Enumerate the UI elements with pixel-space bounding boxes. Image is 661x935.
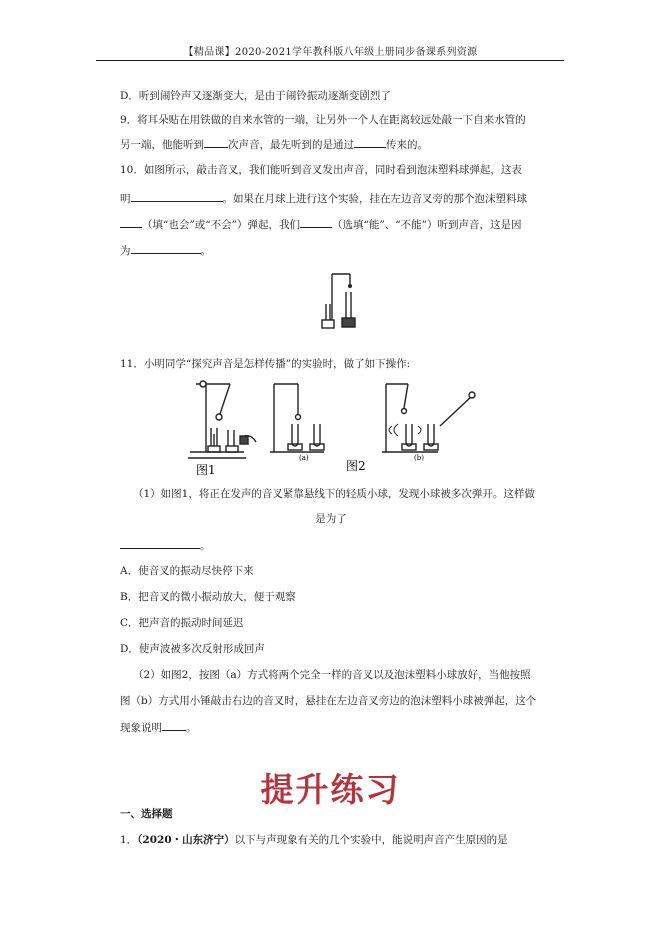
q9-text-b: 次声音，最先听到的是通过 <box>228 139 354 151</box>
q11-part2-end: 。 <box>186 722 197 734</box>
q9-text-c: 传来的。 <box>386 139 428 151</box>
q9-line1: 9．将耳朵贴在用铁做的自来水管的一端，让另外一个人在距离较远处敲一下自来水管的 <box>120 114 526 126</box>
q11-part2-line2: 图（b）方式用小锤敲击右边的音叉时，悬挂在左边音叉旁边的泡沫塑料小球被弹起，这个 <box>120 695 537 707</box>
q11-part2-line3 <box>120 719 565 736</box>
q11-stem: 11．小明同学“探究声音是怎样传播”的实验时，做了如下操作: <box>120 358 411 370</box>
section-subtitle: 一、选择题 <box>120 808 173 820</box>
q11-option-c: C．把声音的振动时间延迟 <box>120 617 244 629</box>
q11-part1-line1: （1）如图1，将正在发声的音叉紧靠悬线下的轻质小球，发现小球被多次弹开。这样做 <box>133 488 535 500</box>
q10-blank-1 <box>131 190 223 202</box>
fig1-label: 图1 <box>196 463 216 477</box>
q10-line4 <box>120 242 565 259</box>
fig2b-label: (b) <box>414 454 424 462</box>
option-d-previous: D．听到闹铃声又逐渐变大，是由于闹铃振动逐渐变剧烈了 <box>120 90 391 102</box>
q10-line1: 10．如图所示，敲击音叉，我们能听到音叉发出声音，同时看到泡沫塑料球弹起，这表 <box>120 164 522 176</box>
stand <box>332 274 350 322</box>
q11-part2-line1: （2）如图2，按图（a）方式将两个完全一样的音叉以及泡沫塑料小球放好，当他按照 <box>133 669 531 681</box>
q11-part1-blank <box>120 537 200 549</box>
q10-text-b: 。如果在月球上进行这个实验，挂在左边音叉旁的那个泡沫塑料球 <box>222 193 527 205</box>
fig2a-label: (a) <box>299 454 309 462</box>
tuning-fork-right <box>342 292 355 327</box>
q10-text-c: （填“也会”或“不会”）弹起，我们 <box>142 219 300 231</box>
q11-part1-line3 <box>120 537 565 554</box>
q9-text-a: 另一端，他能听到 <box>120 139 204 151</box>
q10-text-d: （选填“能”、“不能”）听到声音，这是因 <box>331 219 522 231</box>
q10-blank-4 <box>131 242 201 254</box>
header-rule <box>96 60 564 61</box>
figure-1 <box>188 381 256 458</box>
q11-part1-end: 。 <box>200 540 211 552</box>
q11-part2-blank <box>162 719 186 731</box>
q11-option-b: B．把音叉的微小振动放大，便于观察 <box>120 591 296 603</box>
q11-option-a: A．使音叉的振动尽快停下来 <box>120 565 254 577</box>
q10-line3 <box>120 216 565 233</box>
q10-text-a: 明 <box>120 193 131 205</box>
q10-line2 <box>120 190 565 207</box>
q10-figure <box>318 270 362 336</box>
q10-text-f: 。 <box>200 245 211 257</box>
q11-part2-text: 现象说明 <box>120 722 162 734</box>
next-question-source: （2020・山东济宁） <box>137 834 235 846</box>
q10-blank-3 <box>300 216 332 228</box>
page-header: 【精品课】2020-2021学年教科版八年级上册同步备课系列资源 <box>183 47 478 58</box>
q11-figures <box>186 374 486 478</box>
next-question-number: 1． <box>120 834 138 846</box>
figure-2b <box>382 384 475 452</box>
q9-line2 <box>120 136 565 153</box>
q10-blank-2 <box>120 216 142 228</box>
section-title: 提升练习 <box>260 770 401 809</box>
q9-blank-1 <box>204 136 228 148</box>
fig2-label: 图2 <box>346 459 366 473</box>
q9-blank-2 <box>354 136 386 148</box>
next-question <box>120 832 565 848</box>
q11-part1-line2: 是为了 <box>315 513 347 525</box>
figure-2a <box>270 384 324 452</box>
next-question-text: 以下与声现象有关的几个实验中，能说明声音产生原因的是 <box>234 834 508 846</box>
q11-option-d: D．使声波被多次反射形成回声 <box>120 643 265 655</box>
foam-ball <box>348 284 352 288</box>
q10-text-e: 为 <box>120 245 131 257</box>
